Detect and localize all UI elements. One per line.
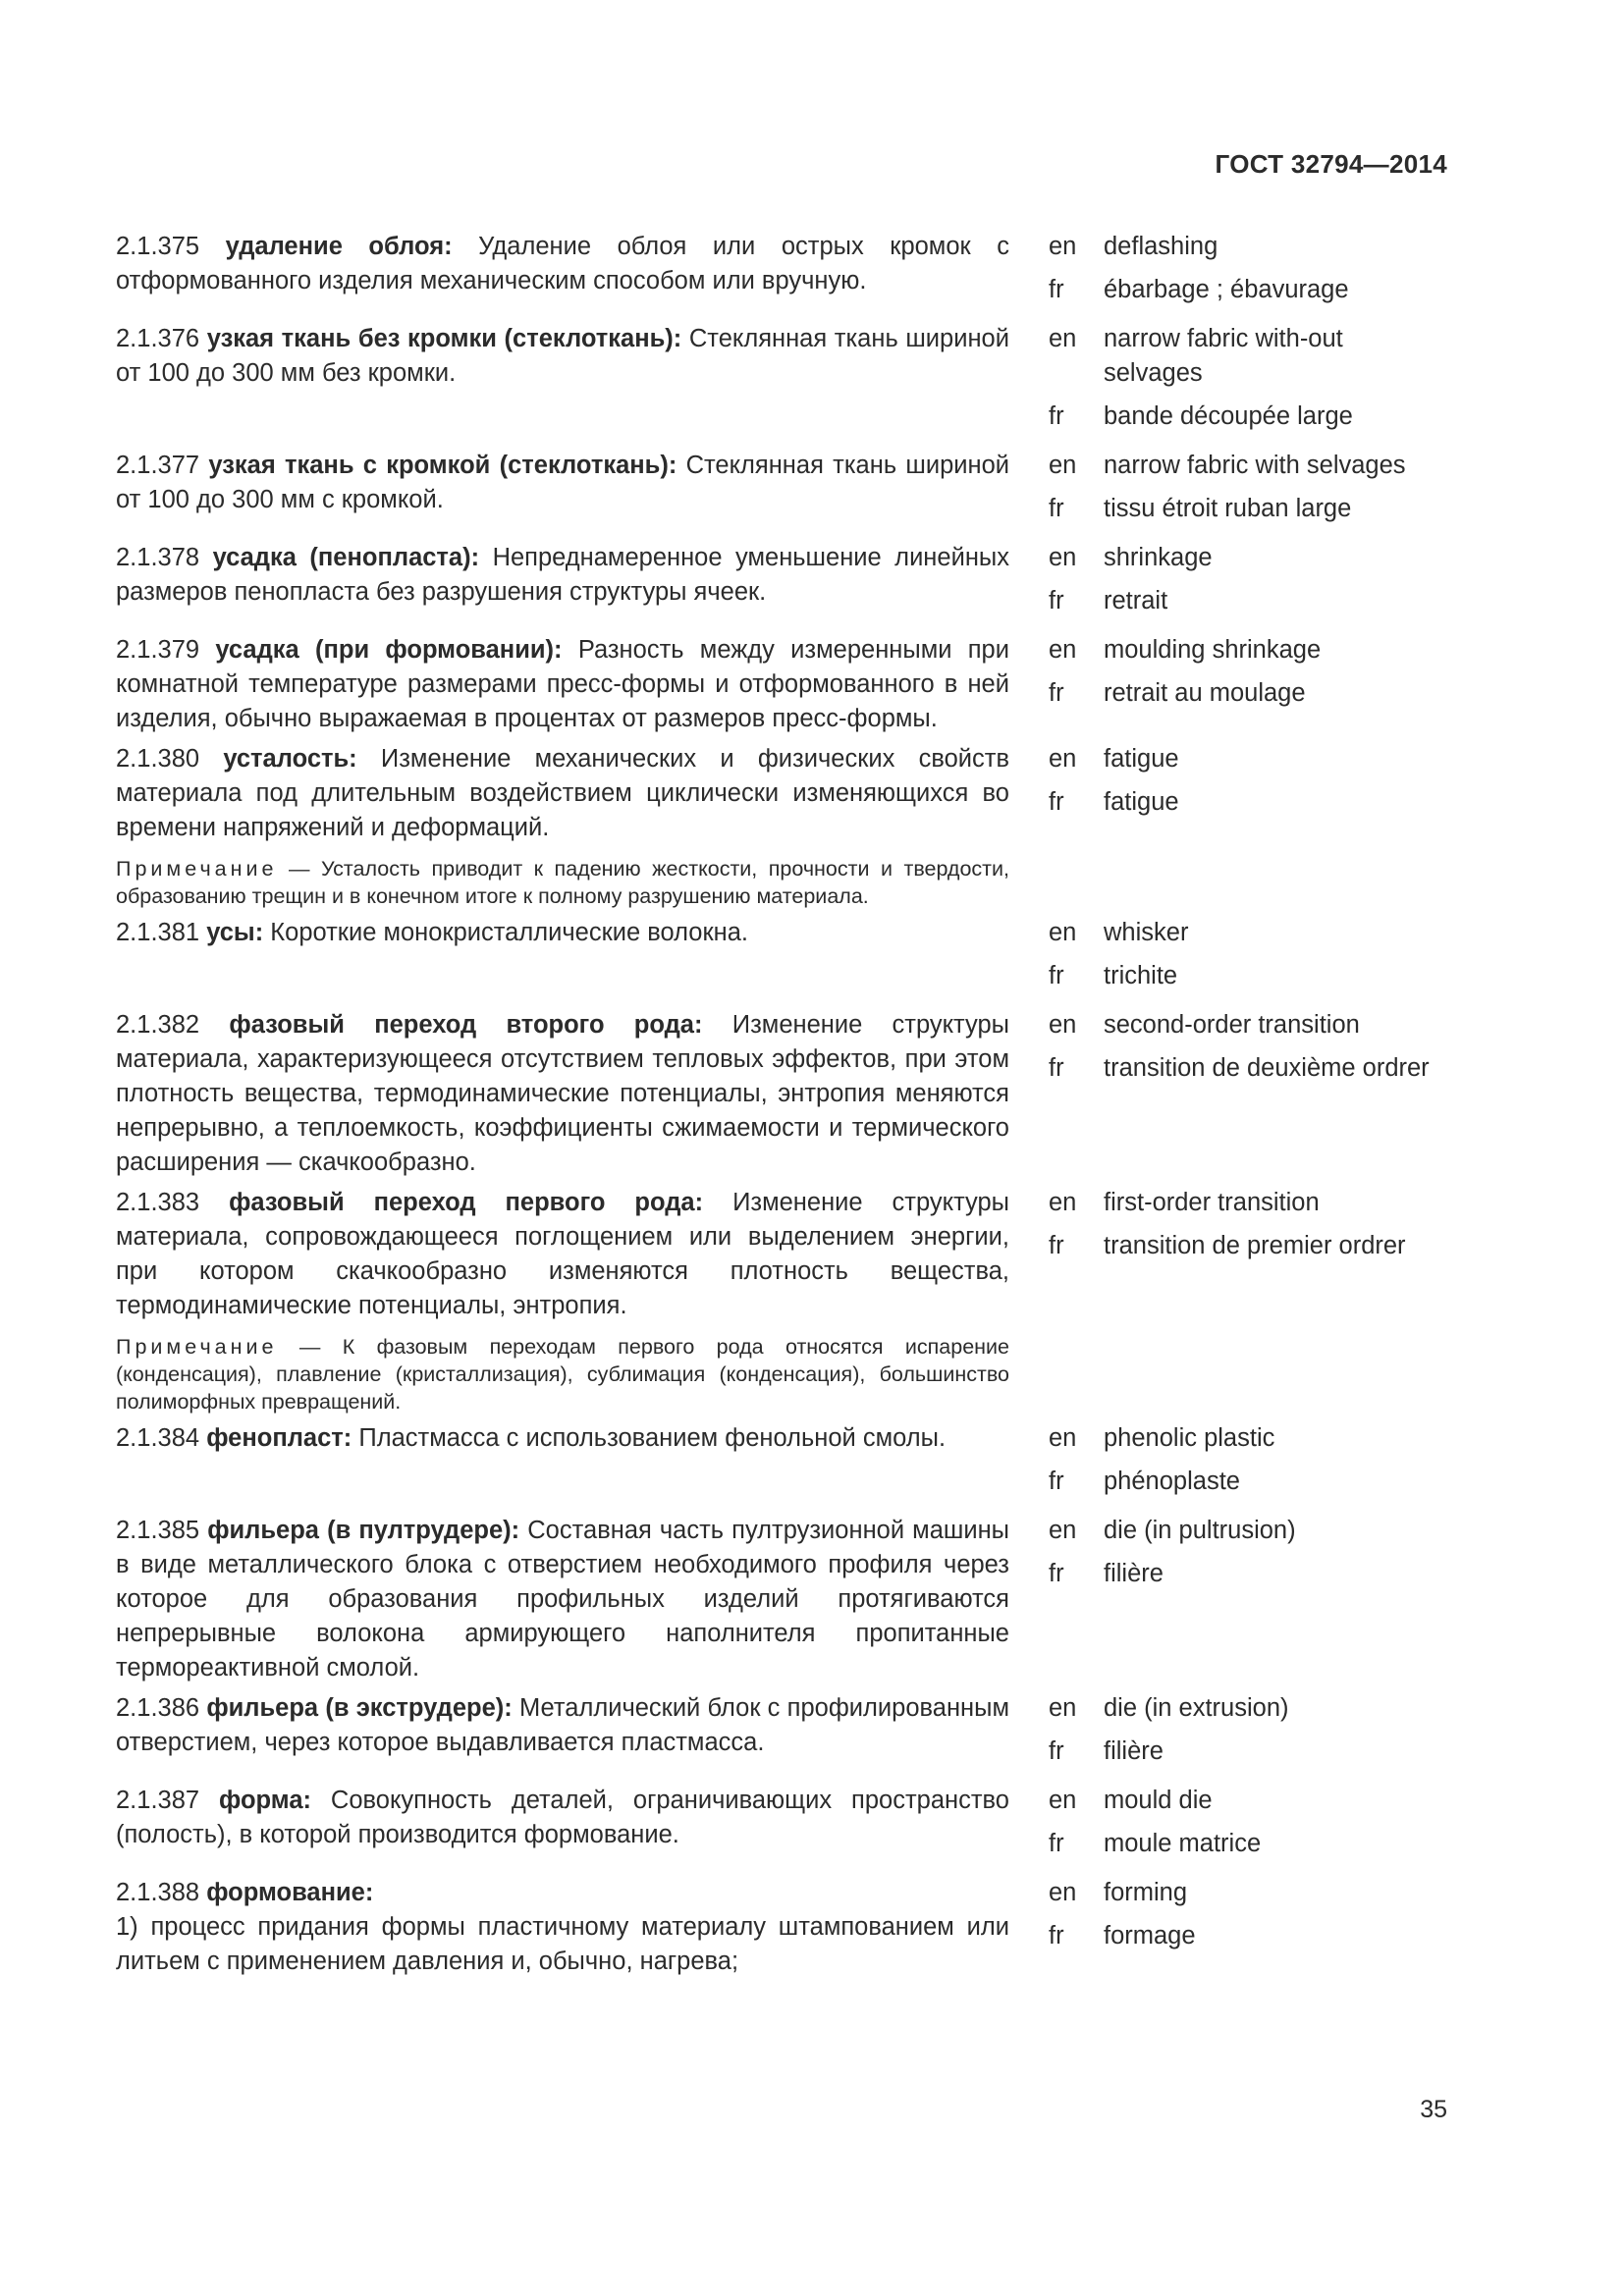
translated-term: die (in pultrusion) [1104,1517,1296,1544]
term-number: 2.1.375 [116,233,200,260]
note-label: Примечание [116,857,278,881]
term-entry [116,230,1447,316]
translation-row [1049,230,1447,264]
language-code: en [1049,325,1077,352]
term-definition [116,322,1009,443]
translation-row [1049,1421,1447,1456]
term-number: 2.1.388 [116,1879,200,1906]
term-entry [116,322,1447,443]
term-translations [1049,633,1447,736]
term-entry [116,449,1447,535]
definition-paragraph [116,1514,1009,1685]
term-number: 2.1.376 [116,325,200,352]
translated-term: forming [1104,1879,1188,1906]
term-name: формование: [206,1879,374,1906]
term-name: усы: [206,919,264,946]
term-entry [116,1008,1447,1180]
term-name: фильера (в пултрудере): [207,1517,520,1544]
term-translations [1049,742,1447,910]
translation-row [1049,1051,1447,1086]
definition-paragraph [116,1008,1009,1180]
term-name: усадка (при формовании): [215,636,563,664]
translated-term: ébarbage ; ébavurage [1104,276,1349,303]
language-code: fr [1049,276,1064,303]
translated-term: trichite [1104,962,1178,989]
definition-paragraph [116,1186,1009,1323]
translation-row [1049,676,1447,711]
definition-paragraph [116,322,1009,391]
definition-paragraph [116,449,1009,517]
language-code: fr [1049,1922,1064,1949]
translated-term: die (in extrusion) [1104,1694,1289,1722]
translated-term: narrow fabric with-out selvages [1104,325,1343,387]
term-entry [116,1784,1447,1870]
language-code: fr [1049,495,1064,522]
translated-term: filière [1104,1737,1164,1765]
term-entry [116,1691,1447,1778]
term-name: фазовый переход второго рода: [229,1011,703,1039]
definition-paragraph [116,1876,1009,1979]
translation-row [1049,1008,1447,1042]
term-note: Примечание — К фазовым переходам первого рода относятся испарение (конденсация), плавление (кристаллизация), сублимация (конденсация), большинство полиморфных превращений. [116,1335,1009,1414]
translated-term: fatigue [1104,745,1179,773]
term-entry [116,916,1447,1002]
translated-term: bande découpée large [1104,402,1353,430]
language-code: fr [1049,1560,1064,1587]
term-translations [1049,1186,1447,1415]
translated-term: fatigue [1104,788,1179,816]
translated-term: phenolic plastic [1104,1424,1275,1452]
term-number: 2.1.380 [116,745,200,773]
page-number: 35 [1420,2096,1447,2123]
term-translations [1049,1421,1447,1508]
term-entry [116,1876,1447,1979]
translated-term: retrait au moulage [1104,679,1306,707]
term-definition-text: Разность между измеренными при комнатной температуре размерами пресс-формы и отформованного в ней изделия, обычно выражаемая в процентах от размеров пресс-формы. [116,636,1009,732]
term-translations [1049,1691,1447,1778]
term-name: фильера (в экструдере): [206,1694,513,1722]
term-name: фазовый переход первого рода: [229,1189,704,1216]
definition-paragraph [116,916,1009,950]
term-definition [116,633,1009,736]
language-code: fr [1049,1232,1064,1259]
term-name: узкая ткань с кромкой (стеклоткань): [208,452,677,479]
translated-term: retrait [1104,587,1168,614]
translation-row [1049,1186,1447,1220]
note-label: Примечание [116,1335,278,1359]
term-number: 2.1.379 [116,636,200,664]
language-code: en [1049,1011,1077,1039]
term-name: усадка (пенопласта): [212,544,480,571]
language-code: fr [1049,1468,1064,1495]
translation-row [1049,1735,1447,1769]
language-code: fr [1049,679,1064,707]
term-entry [116,742,1447,910]
term-number: 2.1.387 [116,1787,200,1814]
term-definition-text: Удаление облоя или острых кромок с отформованного изделия механическим способом или вручную. [116,233,1009,294]
term-definition [116,541,1009,627]
translation-row [1049,959,1447,993]
term-definition [116,1691,1009,1778]
term-definition [116,742,1009,910]
term-number: 2.1.381 [116,919,200,946]
term-subdefinition: 1) процесс придания формы пластичному материалу штампованием или литьем с применением давления и, обычно, нагрева; [116,1913,1009,1975]
translation-row [1049,742,1447,776]
translated-term: transition de deuxième ordrer [1104,1054,1430,1082]
translation-row [1049,322,1447,391]
term-definition-text: Изменение структуры материала, сопровождающееся поглощением или выделением энергии, при котором скачкообразно изменяются плотность вещества, термодинамические потенциалы, энтропия. [116,1189,1010,1319]
language-code: fr [1049,402,1064,430]
term-entry [116,633,1447,736]
term-definition [116,1876,1009,1979]
language-code: en [1049,1694,1077,1722]
term-definition-text: Совокупность деталей, ограничивающих пространство (полость), в которой производится формование. [116,1787,1009,1848]
term-definition [116,1421,1009,1508]
language-code: en [1049,919,1077,946]
term-definition-text: Стеклянная ткань шириной от 100 до 300 мм без кромки. [116,325,1009,387]
translated-term: formage [1104,1922,1196,1949]
term-name: усталость: [223,745,357,773]
language-code: fr [1049,1830,1064,1857]
term-definition-text: Короткие монокристаллические волокна. [270,919,748,946]
term-entry [116,1186,1447,1415]
term-name: узкая ткань без кромки (стеклоткань): [206,325,682,352]
term-definition-text: Изменение механических и физических свойств материала под длительным воздействием циклически изменяющихся во времени напряжений и деформаций. [116,745,1009,841]
translation-row [1049,1784,1447,1818]
language-code: fr [1049,587,1064,614]
term-name: форма: [219,1787,311,1814]
translated-term: shrinkage [1104,544,1213,571]
definition-paragraph [116,633,1009,736]
language-code: en [1049,1189,1077,1216]
term-number: 2.1.385 [116,1517,200,1544]
definition-paragraph [116,230,1009,298]
language-code: fr [1049,1054,1064,1082]
definition-paragraph [116,541,1009,610]
translated-term: transition de premier ordrer [1104,1232,1406,1259]
translated-term: phénoplaste [1104,1468,1240,1495]
translation-row [1049,785,1447,820]
translated-term: moulding shrinkage [1104,636,1322,664]
language-code: en [1049,636,1077,664]
language-code: en [1049,1787,1077,1814]
definition-paragraph [116,1421,1009,1456]
term-definition [116,916,1009,1002]
language-code: fr [1049,788,1064,816]
term-definition [116,1784,1009,1870]
translation-row [1049,400,1447,434]
language-code: en [1049,544,1077,571]
translation-row [1049,1919,1447,1953]
definition-paragraph [116,1784,1009,1852]
translated-term: moule matrice [1104,1830,1262,1857]
term-name: удаление облоя: [225,233,453,260]
term-definition-text: Стеклянная ткань шириной от 100 до 300 мм с кромкой. [116,452,1010,513]
term-translations [1049,1876,1447,1979]
language-code: en [1049,233,1077,260]
term-translations [1049,1008,1447,1180]
term-entry [116,1514,1447,1685]
translated-term: mould die [1104,1787,1213,1814]
term-number: 2.1.386 [116,1694,200,1722]
translation-row [1049,1827,1447,1861]
translation-row [1049,584,1447,618]
term-definition-text: Составная часть пултрузионной машины в виде металлического блока с отверстием необходимого профиля через которое для образования профильных изделий протягиваются непрерывные волокона армирующего наполнителя пропитанные термореактивной смолой. [116,1517,1009,1682]
term-entry [116,1421,1447,1508]
note-text: К фазовым переходам первого рода относятся испарение (конденсация), плавление (кристаллизация), сублимация (конденсация), большинство полиморфных превращений. [116,1335,1009,1414]
language-code: en [1049,1879,1077,1906]
term-definition [116,1008,1009,1180]
language-code: fr [1049,962,1064,989]
terms-list [116,230,1447,1985]
translation-row [1049,633,1447,667]
term-number: 2.1.378 [116,544,200,571]
term-translations [1049,541,1447,627]
note-text: Усталость приводит к падению жесткости, прочности и твердости, образованию трещин и в конечном итоге к полному разрушению материала. [116,857,1010,908]
term-translations [1049,449,1447,535]
term-note: Примечание — Усталость приводит к падению жесткости, прочности и твердости, образованию трещин и в конечном итоге к полному разрушению материала. [116,857,1010,908]
term-number: 2.1.377 [116,452,200,479]
language-code: en [1049,1517,1077,1544]
translation-row [1049,1465,1447,1499]
term-entry [116,541,1447,627]
term-translations [1049,1784,1447,1870]
definition-paragraph [116,1691,1009,1760]
term-definition [116,1514,1009,1685]
term-definition [116,1186,1009,1415]
translated-term: whisker [1104,919,1189,946]
translation-row [1049,1514,1447,1548]
term-translations [1049,322,1447,443]
translation-row [1049,541,1447,575]
term-definition-text: Пластмасса с использованием фенольной смолы. [358,1424,947,1452]
translation-row [1049,1691,1447,1726]
translation-row [1049,273,1447,307]
language-code: fr [1049,1737,1064,1765]
term-translations [1049,1514,1447,1685]
term-number: 2.1.382 [116,1011,200,1039]
translation-row [1049,1876,1447,1910]
translation-row [1049,449,1447,483]
translation-row [1049,492,1447,526]
translated-term: filière [1104,1560,1164,1587]
term-number: 2.1.383 [116,1189,200,1216]
translated-term: narrow fabric with selvages [1104,452,1406,479]
term-translations [1049,230,1447,316]
definition-paragraph [116,742,1009,845]
term-translations [1049,916,1447,1002]
translated-term: second-order transition [1104,1011,1360,1039]
translation-row [1049,1229,1447,1263]
translated-term: deflashing [1104,233,1218,260]
document-header: ГОСТ 32794—2014 [1215,149,1447,179]
translation-row [1049,1557,1447,1591]
language-code: en [1049,452,1077,479]
term-definition-text: Изменение структуры материала, характеризующееся отсутствием тепловых эффектов, при этом плотность вещества, термодинамические потенциалы, энтропия меняются непрерывно, а теплоемкость, коэффициенты сжимаемости и термического расширения — скачкообразно. [116,1011,1009,1176]
translated-term: tissu étroit ruban large [1104,495,1352,522]
term-number: 2.1.384 [116,1424,200,1452]
language-code: en [1049,745,1077,773]
term-name: фенопласт: [206,1424,352,1452]
term-definition [116,230,1009,316]
term-definition [116,449,1009,535]
translated-term: first-order transition [1104,1189,1320,1216]
language-code: en [1049,1424,1077,1452]
translation-row [1049,916,1447,950]
term-definition-text: Непреднамеренное уменьшение линейных размеров пенопласта без разрушения структуры ячеек. [116,544,1009,606]
term-definition-text: Металлический блок с профилированным отверстием, через которое выдавливается пластмасса. [116,1694,1009,1756]
